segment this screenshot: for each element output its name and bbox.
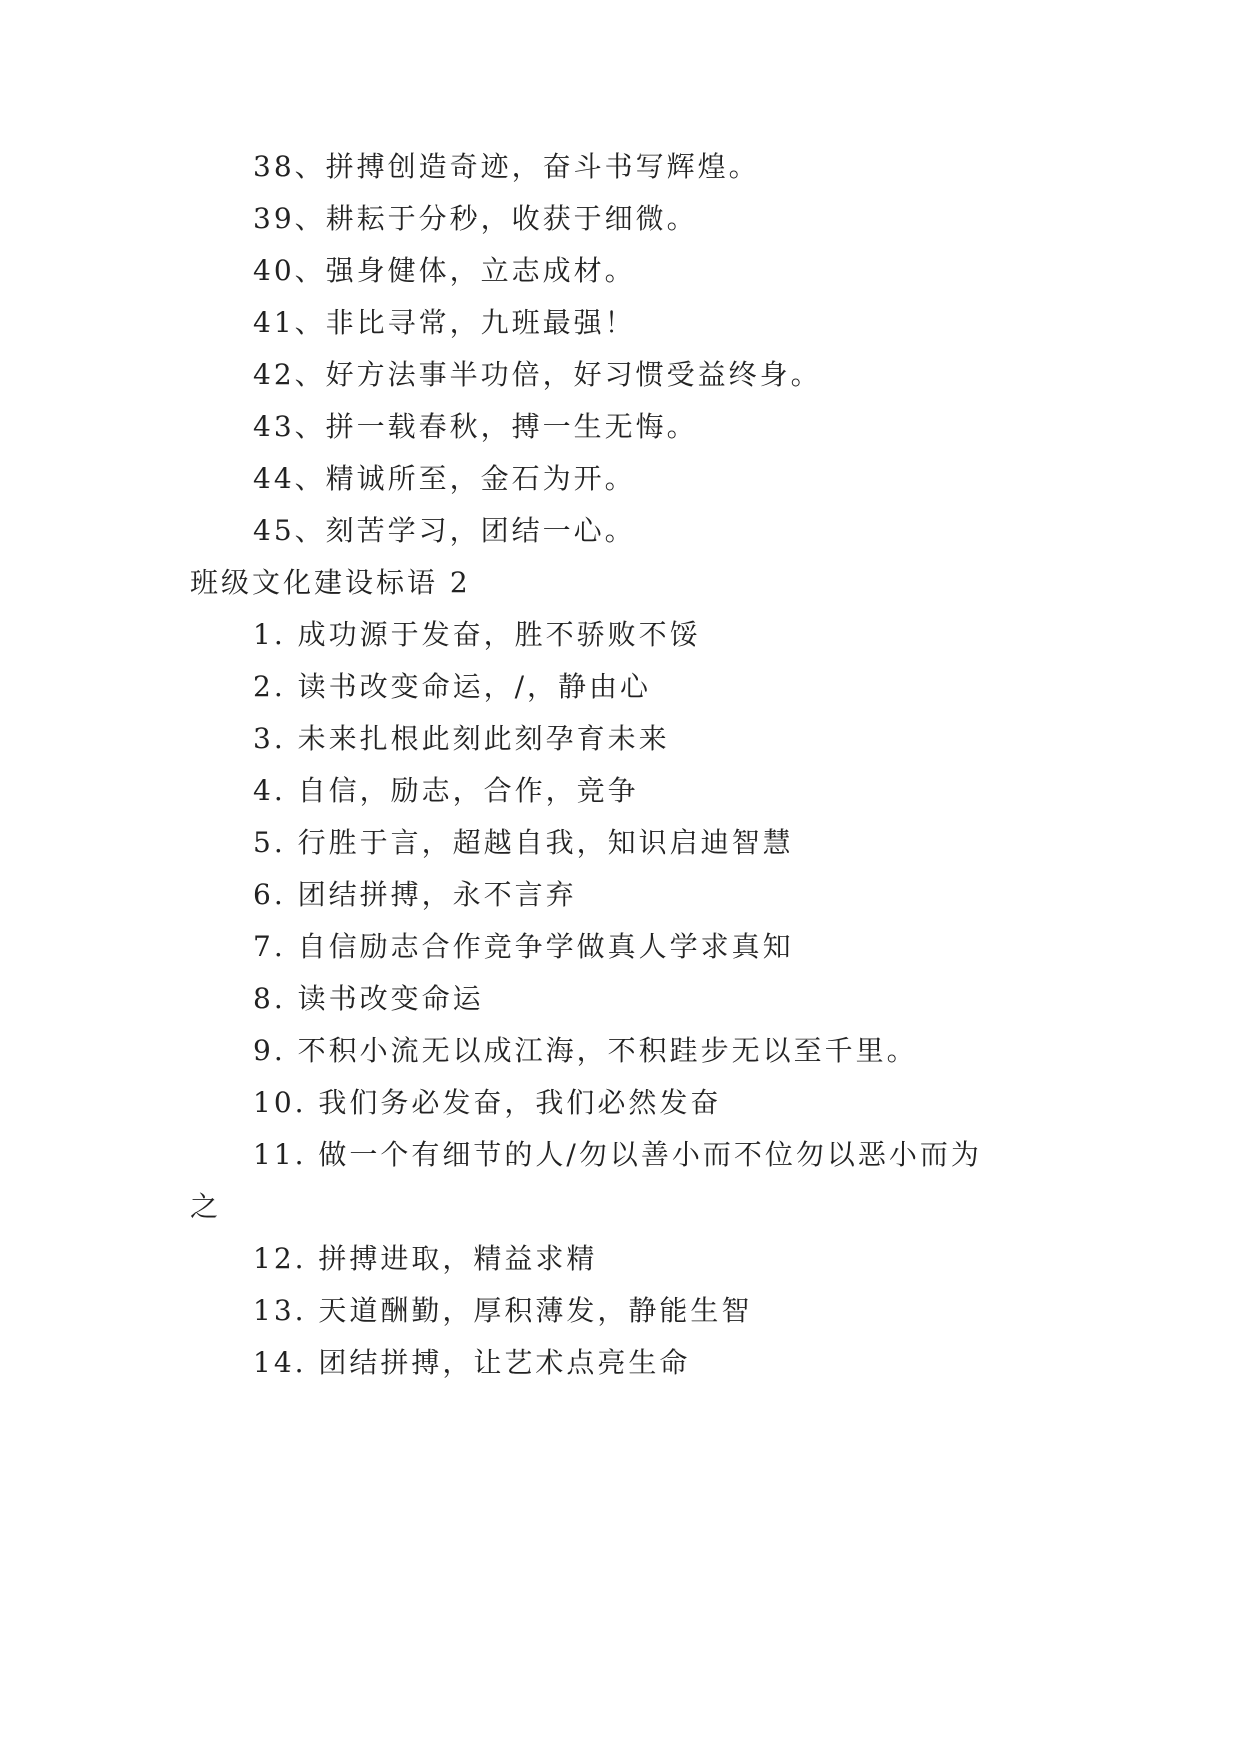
list-item: 5. 行胜于言，超越自我，知识启迪智慧 xyxy=(253,826,794,859)
list-item: 13. 天道酬勤，厚积薄发，静能生智 xyxy=(253,1294,753,1327)
list-item: 7. 自信励志合作竞争学做真人学求真知 xyxy=(253,930,794,963)
list-item: 41、非比寻常，九班最强！ xyxy=(253,306,636,339)
list-item-continuation: 之 xyxy=(190,1190,222,1223)
list-item: 4. 自信，励志，合作，竞争 xyxy=(253,774,639,807)
list-item: 44、精诚所至，金石为开。 xyxy=(253,462,636,495)
section-heading: 班级文化建设标语 2 xyxy=(190,566,471,599)
list-item: 14. 团结拼搏，让艺术点亮生命 xyxy=(253,1346,691,1379)
list-item: 12. 拼搏进取，精益求精 xyxy=(253,1242,598,1275)
list-item: 11. 做一个有细节的人/勿以善小而不位勿以恶小而为 xyxy=(253,1138,982,1171)
list-item: 40、强身健体，立志成材。 xyxy=(253,254,636,287)
list-item: 2. 读书改变命运，/，静由心 xyxy=(253,670,652,703)
list-item: 43、拼一载春秋，搏一生无悔。 xyxy=(253,410,698,443)
list-item: 45、刻苦学习，团结一心。 xyxy=(253,514,636,547)
list-item: 39、耕耘于分秒，收获于细微。 xyxy=(253,202,698,235)
list-item: 42、好方法事半功倍，好习惯受益终身。 xyxy=(253,358,822,391)
list-item: 1. 成功源于发奋，胜不骄败不馁 xyxy=(253,618,701,651)
list-item: 8. 读书改变命运 xyxy=(253,982,484,1015)
list-item: 9. 不积小流无以成江海，不积跬步无以至千里。 xyxy=(253,1034,918,1067)
list-item: 38、拼搏创造奇迹，奋斗书写辉煌。 xyxy=(253,150,760,183)
list-item: 3. 未来扎根此刻此刻孕育未来 xyxy=(253,722,670,755)
list-item: 6. 团结拼搏，永不言弃 xyxy=(253,878,577,911)
list-item: 10. 我们务必发奋，我们必然发奋 xyxy=(253,1086,722,1119)
